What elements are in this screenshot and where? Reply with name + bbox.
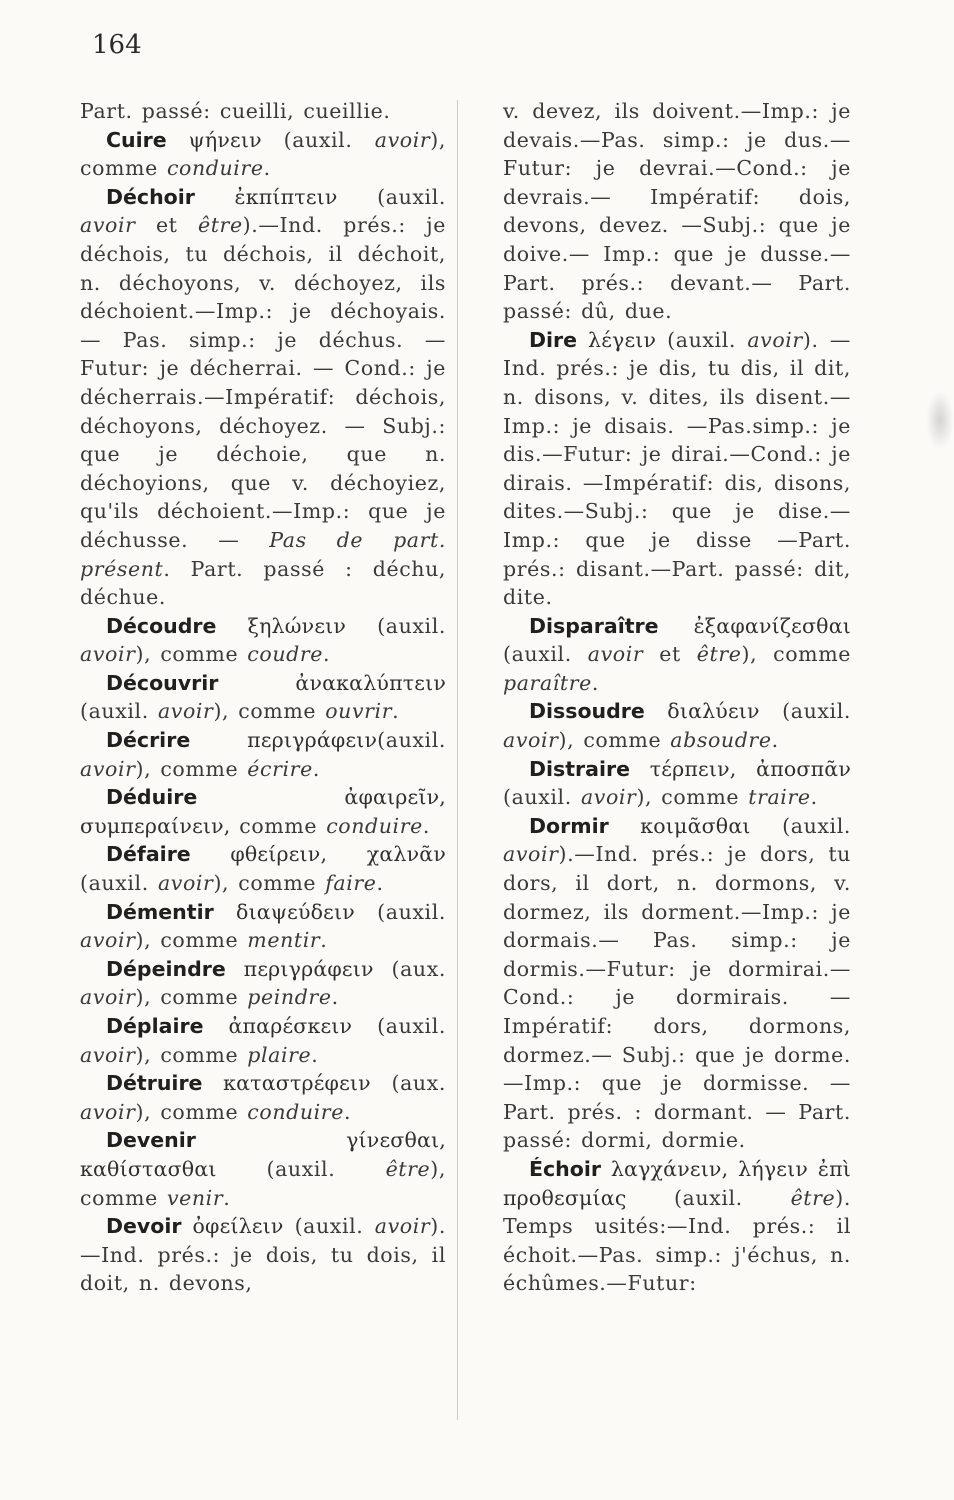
entry-text: (auxil. — [667, 327, 748, 352]
headword: Distraire — [529, 756, 631, 781]
greek-translation: φθείρειν, χαλνᾶν — [190, 842, 446, 867]
greek-translation: καταστρέφειν — [202, 1071, 392, 1096]
italic-text: avoir — [80, 928, 136, 953]
entry-text: . — [376, 871, 384, 896]
headword: Déduire — [106, 785, 198, 810]
italic-text: être — [790, 1185, 836, 1210]
italic-text: avoir — [503, 842, 559, 867]
headword: Devoir — [106, 1214, 182, 1239]
italic-text: être — [385, 1156, 431, 1181]
dictionary-entry-devoir — [80, 1212, 446, 1298]
italic-text: peindre — [247, 985, 332, 1010]
headword: Dissoudre — [529, 699, 645, 724]
entry-text: (auxil. — [673, 1185, 791, 1210]
dictionary-entry-deplaire — [80, 1012, 446, 1069]
dictionary-entry-dementir — [80, 898, 446, 955]
italic-text: traire — [748, 785, 811, 810]
entry-text: (auxil. — [503, 642, 588, 667]
entry-text: (auxil. — [782, 813, 851, 838]
entry-text: (aux. — [391, 1071, 446, 1096]
entry-text: ), comme — [213, 699, 326, 724]
italic-text: avoir — [80, 985, 136, 1010]
headword: Dire — [529, 327, 578, 352]
italic-text: avoir — [587, 642, 644, 667]
entry-text: (auxil. — [80, 699, 158, 724]
greek-translation: διαλύειν — [644, 699, 783, 724]
entry-text: . Part. passé : déchu, déchue. — [80, 556, 446, 610]
entry-text: . — [422, 813, 430, 838]
headword: Échoir — [529, 1156, 601, 1181]
greek-translation: διαψεύδειν — [213, 899, 378, 924]
paper-stain — [926, 390, 954, 450]
entry-text: v. devez, ils doivent.—Imp.: je devais.—Pas. simp.: je dus.—Futur: je devrai.—Cond.: je devrais.— Impératif: dois, devons, devez. —Subj.: que je doive.— Imp.: que je dusse.—Part. prés.: devant.— Part. passé: dû, due. — [503, 99, 851, 324]
greek-translation: λαγχάνειν, λήγειν ἐπὶ προθεσμίας — [503, 1156, 851, 1210]
greek-translation: λέγειν — [577, 327, 668, 352]
dictionary-entry-decoudre — [80, 612, 446, 669]
entry-text: . — [591, 670, 600, 695]
dictionary-entry-dire — [503, 326, 851, 612]
entry-text: ).—Ind. prés.: je dors, tu dors, il dort, n. dormons, v. dormez, ils dorment.—Imp.: je dormais.— Pas. simp.: je dormis.—Futur: je dormirai.—Cond.: je dormirais. — Impératif: dors, dormons, dormez.— Subj.: que je dorme.—Imp.: que je dormisse. — Part. prés. : dormant. — Part. passé: dormi, dormie. — [503, 842, 851, 1153]
entry-text: . — [223, 1185, 231, 1210]
greek-translation: γίνεσθαι, καθίστασθαι — [80, 1128, 446, 1181]
entry-text: (auxil. — [294, 1214, 375, 1239]
headword: Cuire — [106, 127, 167, 152]
headword: Dormir — [529, 813, 609, 838]
headword: Démentir — [106, 899, 214, 924]
entry-text: ), comme — [135, 756, 248, 781]
italic-text: être — [197, 213, 243, 238]
entry-text: ), comme — [135, 1042, 248, 1067]
italic-text: avoir — [80, 642, 136, 667]
headword: Défaire — [106, 842, 191, 867]
italic-text: ouvrir — [325, 699, 393, 724]
italic-text: absoudre — [670, 728, 772, 753]
greek-translation: ξηλώνειν — [216, 613, 378, 638]
right-column — [503, 97, 851, 1298]
entry-text: ). —Ind. prés.: je dis, tu dis, il dit, n. disons, v. dites, ils disent.—Imp.: je disais. —Pas.simp.: je dis.—Futur: je dirai.—Cond.: je dirais. —Impératif: dis, disons, dites.—Subj.: que je dise.— Imp.: que je disse —Part. prés.: disant.—Part. passé: dit, dite. — [503, 327, 852, 610]
entry-text: . — [392, 699, 400, 724]
italic-text: avoir — [503, 728, 559, 753]
entry-text: (auxil. — [377, 899, 446, 924]
entry-text: ). Temps usités:—Ind. prés.: il échoit.—Pas. simp.: j'échus, n. échûmes.—Futur: — [503, 1185, 851, 1296]
headword: Décrire — [106, 728, 191, 753]
italic-text: avoir — [374, 127, 431, 152]
dictionary-entry-deduire — [80, 783, 446, 840]
greek-translation: ἀνακαλύπτειν — [218, 670, 446, 695]
greek-translation: κοιμᾶσθαι — [608, 813, 783, 838]
headword: Découvrir — [106, 670, 219, 695]
entry-text: (auxil. — [377, 613, 446, 638]
entry-text: ), comme — [558, 728, 671, 753]
entry-text: et — [135, 213, 198, 238]
headword: Dépeindre — [106, 956, 226, 981]
entry-text: (auxil. — [80, 871, 158, 896]
entry-text: . — [322, 642, 331, 667]
italic-text: paraître — [503, 670, 592, 695]
greek-translation: ψήνειν — [166, 127, 284, 152]
italic-text: mentir — [247, 928, 321, 953]
entry-text: (auxil. — [377, 1014, 446, 1038]
headword: Détruire — [106, 1071, 203, 1096]
entry-text: . — [311, 1042, 319, 1067]
entry-text: comme — [239, 813, 327, 838]
column-divider — [457, 100, 458, 1420]
entry-text: . — [810, 785, 818, 810]
entry-text: (auxil. — [782, 699, 851, 724]
entry-text: ).—Ind. prés.: je déchois, tu déchois, il déchoit, n. déchoyons, v. déchoyez, ils déchoient.—Imp.: je déchoyais. — Pas. simp.: je déchus. — Futur: je décherrai. — Cond.: je décherrais.—Impératif: déchois, déchoyons, déchoyez. — Subj.: que je déchoie, que n. déchoyions, que v. déchoyiez, qu'ils déchoient.—Imp.: que je déchusse. — — [80, 213, 446, 552]
italic-text: avoir — [580, 785, 637, 810]
entry-text: (auxil. — [266, 1156, 386, 1181]
italic-text: écrire — [247, 756, 313, 781]
dictionary-entry-devoir-cont — [503, 97, 851, 326]
italic-text: Pas de part. présent — [80, 527, 446, 581]
italic-text: faire — [325, 871, 377, 896]
dictionary-entry-defaire — [80, 840, 446, 897]
italic-text: conduire — [247, 1099, 344, 1124]
italic-text: avoir — [80, 213, 136, 238]
italic-text: coudre — [247, 642, 323, 667]
entry-text: . — [331, 985, 339, 1010]
italic-text: avoir — [80, 1042, 136, 1067]
italic-text: conduire — [166, 156, 264, 181]
dictionary-entry-cuire — [80, 126, 446, 183]
italic-text: avoir — [157, 871, 214, 896]
dictionary-entry-distraire — [503, 755, 851, 812]
greek-translation: ἀπαρέσκειν — [203, 1014, 378, 1038]
headword: Devenir — [106, 1128, 196, 1153]
dictionary-entry-decrire — [80, 726, 446, 783]
entry-text: ), comme — [135, 642, 248, 667]
italic-text: conduire — [326, 813, 423, 838]
italic-text: avoir — [374, 1214, 431, 1239]
headword: Disparaître — [529, 613, 659, 638]
greek-translation: τέρπειν, ἀποσπᾶν — [630, 756, 851, 781]
entry-text: et — [643, 642, 697, 667]
italic-text: plaire — [247, 1042, 312, 1067]
entry-text: ), comme — [636, 785, 749, 810]
headword: Découdre — [106, 613, 217, 638]
entry-text: ).—Ind. prés.: je dois, tu dois, il doit, n. devons, — [80, 1214, 446, 1296]
greek-translation: ὀφείλειν — [181, 1214, 295, 1239]
greek-translation: ἀφαιρεῖν, συμπεραίνειν, — [80, 785, 446, 838]
entry-text: (auxil. — [377, 728, 446, 753]
dictionary-entry-decouvrir — [80, 669, 446, 726]
entry-text: (aux. — [391, 956, 446, 981]
entry-text: (auxil. — [283, 127, 375, 152]
left-column — [80, 97, 446, 1298]
entry-text: ), comme — [213, 871, 326, 896]
entry-text: ), comme — [80, 1156, 446, 1210]
entry-text: . — [263, 156, 271, 181]
headword: Déchoir — [106, 184, 195, 209]
entry-text: . — [771, 728, 779, 753]
entry-text: (auxil. — [377, 184, 446, 209]
dictionary-entry-depeindre — [80, 955, 446, 1012]
dictionary-entry-part-passe — [80, 97, 446, 126]
greek-translation: ἐκπίπτειν — [194, 184, 378, 209]
greek-translation: περιγράφειν — [225, 956, 392, 981]
dictionary-entry-echoir — [503, 1155, 851, 1298]
page-number: 164 — [92, 30, 142, 60]
entry-text: ), comme — [80, 127, 446, 181]
italic-text: être — [696, 642, 742, 667]
entry-text: ), comme — [135, 985, 248, 1010]
italic-text: venir — [166, 1185, 224, 1210]
entry-text: ), comme — [135, 1099, 248, 1124]
entry-text: Part. passé: cueilli, cueillie. — [80, 99, 391, 123]
dictionary-entry-dissoudre — [503, 697, 851, 754]
entry-text: . — [320, 928, 328, 953]
dictionary-entry-dechoir — [80, 183, 446, 612]
entry-text: ), comme — [741, 642, 851, 667]
italic-text: avoir — [80, 1099, 136, 1124]
greek-translation: περιγράφειν — [190, 728, 378, 753]
italic-text: avoir — [157, 699, 214, 724]
italic-text: avoir — [747, 327, 803, 352]
entry-text: . — [312, 756, 320, 781]
italic-text: avoir — [80, 756, 136, 781]
entry-text: (auxil. — [503, 785, 581, 810]
dictionary-entry-devenir — [80, 1126, 446, 1212]
dictionary-entry-detruire — [80, 1069, 446, 1126]
entry-text: ), comme — [135, 928, 248, 953]
dictionary-entry-disparaitre — [503, 612, 851, 698]
dictionary-entry-dormir — [503, 812, 851, 1155]
entry-text: . — [343, 1099, 352, 1124]
headword: Déplaire — [106, 1014, 204, 1038]
greek-translation: ἐξαφανίζεσθαι — [658, 613, 851, 638]
